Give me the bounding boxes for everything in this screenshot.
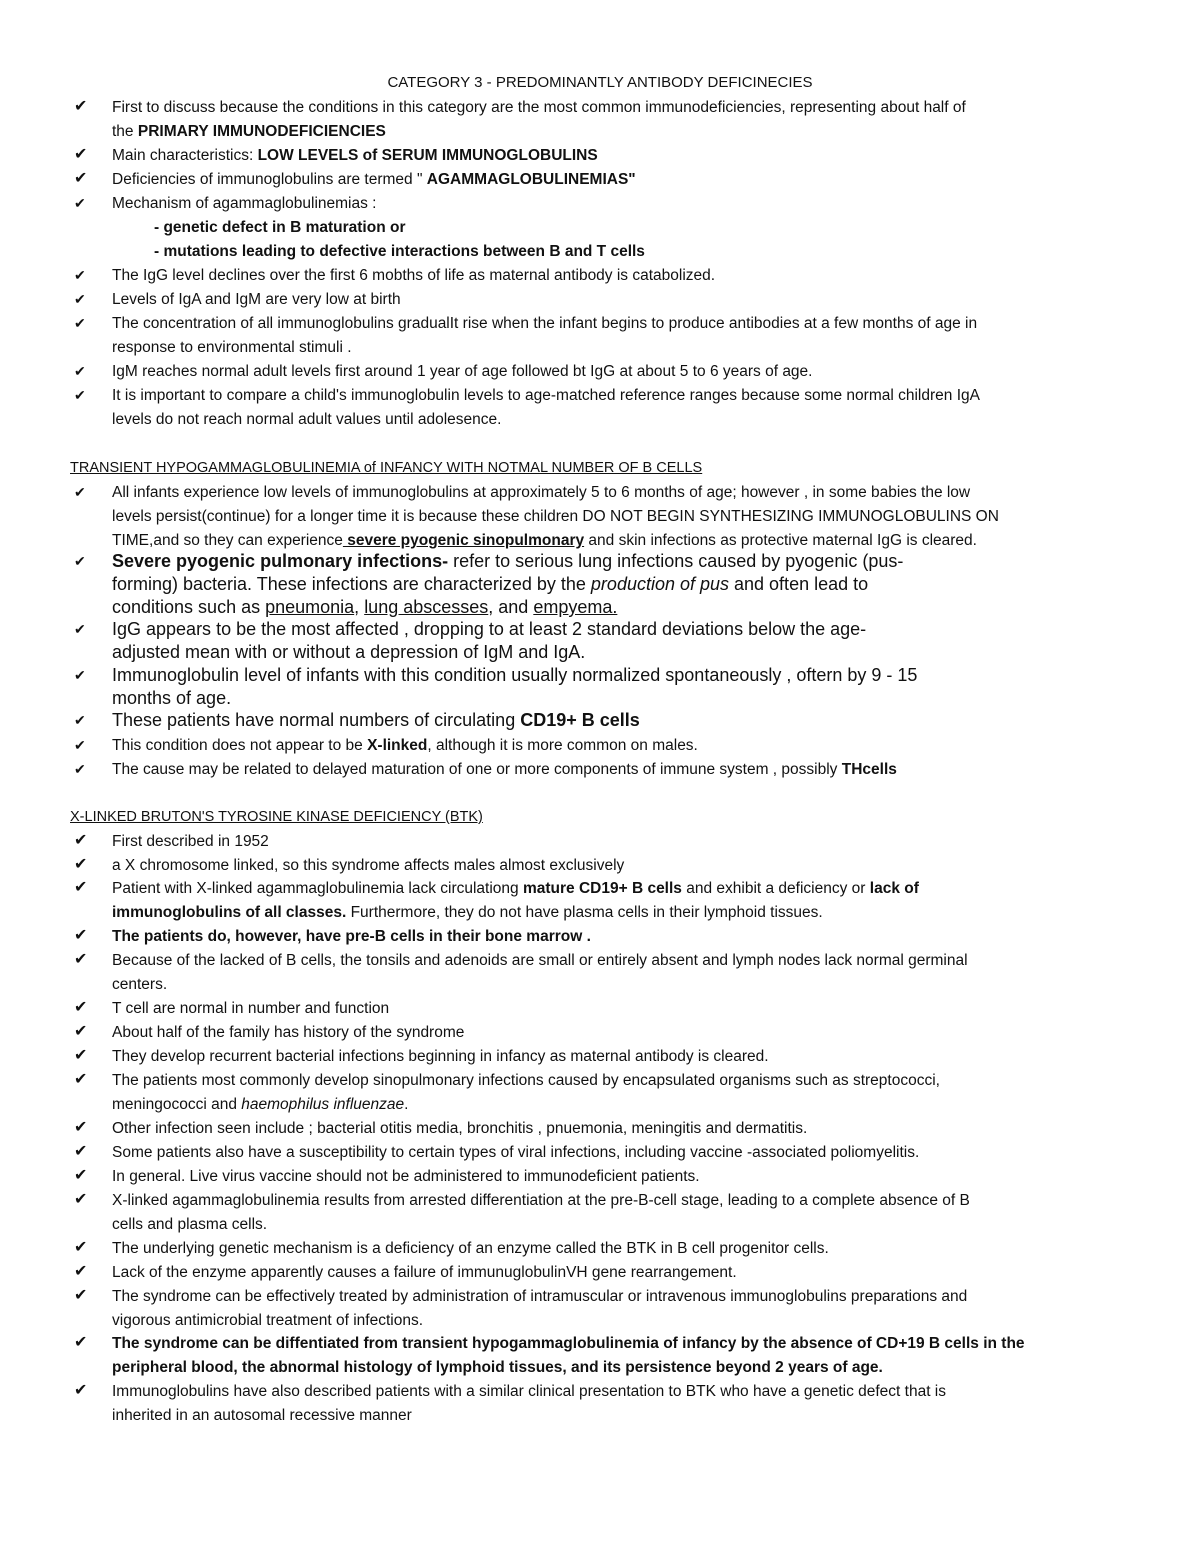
- checkmark-icon: ✔: [74, 927, 88, 944]
- checkmark-icon: ✔: [74, 1071, 88, 1088]
- checkmark-icon: ✔: [74, 484, 86, 500]
- checkmark-icon: ✔: [74, 1023, 88, 1040]
- checkmark-icon: ✔: [74, 195, 86, 211]
- checkmark-icon: ✔: [74, 1167, 88, 1184]
- checkmark-icon: ✔: [74, 553, 86, 569]
- checkmark-icon: ✔: [74, 170, 88, 187]
- checkmark-icon: ✔: [74, 267, 86, 283]
- checkmark-icon: ✔: [74, 387, 86, 403]
- checkmark-icon: ✔: [74, 1143, 88, 1160]
- checkmark-icon: ✔: [74, 712, 86, 728]
- checkmark-icon: ✔: [74, 761, 86, 777]
- checkmark-icon: ✔: [74, 1119, 88, 1136]
- checkmark-icon: ✔: [74, 291, 86, 307]
- mechanism-line: - mutations leading to defective interactions between B and T cells: [154, 243, 645, 260]
- section-heading: TRANSIENT HYPOGAMMAGLOBULINEMIA of INFANCY WITH NOTMAL NUMBER OF B CELLS: [70, 460, 703, 476]
- checkmark-icon: ✔: [74, 1287, 88, 1304]
- section-heading: X-LINKED BRUTON'S TYROSINE KINASE DEFICIENCY (BTK): [70, 809, 483, 825]
- checkmark-icon: ✔: [74, 146, 88, 163]
- checkmark-icon: ✔: [74, 737, 86, 753]
- checkmark-icon: ✔: [74, 1191, 88, 1208]
- checkmark-icon: ✔: [74, 832, 88, 849]
- checkmark-icon: ✔: [74, 621, 86, 637]
- checkmark-icon: ✔: [74, 951, 88, 968]
- mechanism-line: - genetic defect in B maturation or: [154, 219, 406, 236]
- document-page: CATEGORY 3 - PREDOMINANTLY ANTIBODY DEFICINECIES ✔ First to discuss because the conditions in this category are the most common immunodeficiencies, representing about half of the PRIMARY IMMUNODEFICIENCIES ✔ Main characteristics: LOW LEVELS of SERUM IMMUNOGLOBULINS ✔ Deficiencies of immunoglobulins are termed " AGAMMAGLOBULINEMIAS" ✔ Mechanism of agammaglobulinemias : - genetic defect in B maturation or - mutations leading to defective interactions between B and T cells ✔ The IgG level declines over the first 6 mobths of life as maternal antibody is catabolized. ✔ Levels of IgA and IgM are very low at birth ✔ The concentration of all immunoglobulins gradualIt rise when the infant begins to produce antibodies at a few months of age in response to environmental stimuli . ✔ IgM reaches normal adult levels first around 1 year of age followed bt IgG at about 5 to 6 years of age. ✔ It is important to compare a child's immunoglobulin levels to age-matched reference ranges because some normal children IgA levels do not reach normal adult values until adolesence. TRANSIENT HYPOGAMMAGLOBULINEMIA of INFANCY WITH NOTMAL NUMBER OF B CELLS ✔ All infants experience low levels of immunoglobulins at approximately 5 to 6 months of age; however , in some babies the low levels persist(continue) for a longer time it is because these children DO NOT BEGIN SYNTHESIZING IMMUNOGLOBULINS ON TIME,and so they can experience severe pyogenic sinopulmonary and skin infections as protective maternal IgG is cleared. ✔ Severe pyogenic pulmonary infections- refer to serious lung infections caused by pyogenic (pus- forming) bacteria. These infections are characterized by the production of pus and often lead to conditions such as pneumonia, lung abscesses, and empyema. ✔ IgG appears to be the most affected , dropping to at least 2 standard deviations below the age- adjusted mean with or without a depression of IgM and IgA. ✔ Immunoglobulin level of infants with this condition usually normalized spontaneously , oftern by 9 - 15 months of age. ✔ These patients have normal numbers of circulating CD19+ B cells ✔ This condition does not appear to be X-linked, although it is more common on males. ✔ The cause may be related to delayed maturation of one or more components of immune system , possibly THcells X-LINKED BRUTON'S TYROSINE KINASE DEFICIENCY (BTK) ✔ First described in 1952 ✔ a X chromosome linked, so this syndrome affects males almost exclusively ✔ Patient with X-linked agammaglobulinemia lack circulationg mature CD19+ B cells and exhibit a deficiency or lack of immunoglobulins of all classes. Furthermore, they do not have plasma cells in their lymphoid tissues. ✔ The patients do, however, have pre-B cells in their bone marrow . ✔ Because of the lacked of B cells, the tonsils and adenoids are small or entirely absent and lymph nodes lack normal germinal centers. ✔ T cell are normal in number and function ✔ About half of the family has history of the syndrome ✔ They develop recurrent bacterial infections beginning in infancy as maternal antibody is cleared. ✔ The patients most commonly develop sinopulmonary infections caused by encapsulated organisms such as streptococci, meningococci and haemophilus influenzae. ✔ Other infection seen include ; bacterial otitis media, bronchitis , pnuemonia, meningitis and dermatitis. ✔ Some patients also have a susceptibility to certain types of viral infections, including vaccine -associated poliomyelitis. ✔ In general. Live virus vaccine should not be administered to immunodeficient patients. ✔ X-linked agammaglobulinemia results from arrested differentiation at the pre-B-cell stage, leading to a complete absence of B cells and plasma cells. ✔ The underlying genetic mechanism is a deficiency of an enzyme called the BTK in B cell progenitor cells. ✔ Lack of the enzyme apparently causes a failure of immunuglobulinVH gene rearrangement. ✔ The syndrome can be effectively treated by administration of intramuscular or intravenous immunoglobulins preparations and vigorous antimicrobial treatment of infections. ✔ The syndrome can be diffentiated from transient hypogammaglobulinemia of infancy by the absence of CD+19 B cells in the peripheral blood, the abnormal histology of lymphoid tissues, and its persistence beyond 2 years of age. ✔ Immunoglobulins have also described patients with a similar clinical presentation to BTK who have a genetic defect that is inherited in an autosomal recessive manner: [0, 0, 1200, 1553]
- checkmark-icon: ✔: [74, 1382, 88, 1399]
- page-title: CATEGORY 3 - PREDOMINANTLY ANTIBODY DEFICINECIES: [387, 74, 813, 91]
- checkmark-icon: ✔: [74, 1239, 88, 1256]
- checkmark-icon: ✔: [74, 856, 88, 873]
- checkmark-icon: ✔: [74, 999, 88, 1016]
- checkmark-icon: ✔: [74, 363, 86, 379]
- checkmark-icon: ✔: [74, 1263, 88, 1280]
- checkmark-icon: ✔: [74, 667, 86, 683]
- checkmark-icon: ✔: [74, 315, 86, 331]
- checkmark-icon: ✔: [74, 98, 88, 115]
- checkmark-icon: ✔: [74, 1047, 88, 1064]
- checkmark-icon: ✔: [74, 879, 88, 896]
- checkmark-icon: ✔: [74, 1334, 88, 1351]
